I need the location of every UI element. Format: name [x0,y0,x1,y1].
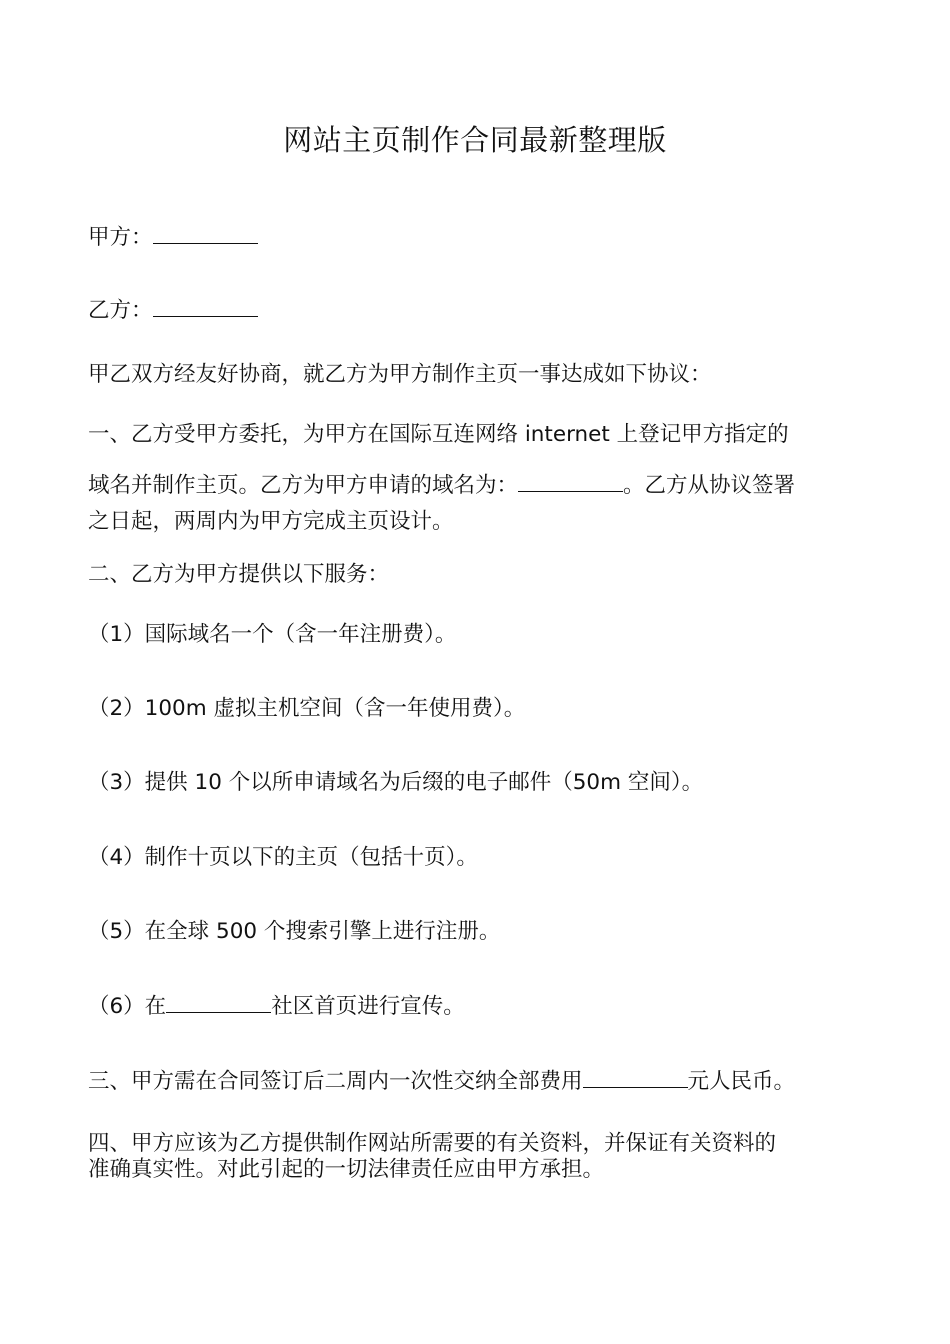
clause-4-line-1: 四、甲方应该为乙方提供制作网站所需要的有关资料，并保证有关资料的 [88,1131,777,1156]
intro-paragraph: 甲乙双方经友好协商，就乙方为甲方制作主页一事达成如下协议： [88,362,712,387]
service-item-2: （2）100m 虚拟主机空间（含一年使用费）。 [88,696,526,721]
clause-1-line-3: 之日起，两周内为甲方完成主页设计。 [88,509,454,534]
fee-amount-blank [583,1067,688,1088]
domain-name-blank [518,471,623,492]
party-a-line [88,222,878,253]
clause-4-line-2: 准确真实性。对此引起的一切法律责任应由甲方承担。 [88,1157,605,1182]
clause-3-text-post: 元人民币。 [687,1069,796,1094]
party-b-line [88,295,878,326]
clause-1-line-2 [88,470,878,501]
service-item-4: （4）制作十页以下的主页（包括十页）。 [88,845,478,870]
page-title: 网站主页制作合同最新整理版 [283,123,667,157]
clause-1-line-1: 一、乙方受甲方委托，为甲方在国际互连网络 internet 上登记甲方指定的 [88,422,789,447]
service-6-text-pre: （6）在 [88,994,167,1019]
clause-2-heading: 二、乙方为甲方提供以下服务： [88,562,390,587]
party-b-label: 乙方： [88,298,153,323]
clause-1-text-pre: 域名并制作主页。乙方为甲方申请的域名为： [88,473,519,498]
clause-1-text-post: 。乙方从协议签署 [623,473,796,498]
service-item-6 [88,991,878,1022]
service-item-3: （3）提供 10 个以所申请域名为后缀的电子邮件（50m 空间）。 [88,770,704,795]
party-b-blank [153,296,258,317]
community-blank [166,992,271,1013]
service-6-text-post: 社区首页进行宣传。 [271,994,465,1019]
party-a-blank [153,223,258,244]
clause-3-line [88,1066,878,1097]
service-item-1: （1）国际域名一个（含一年注册费）。 [88,622,457,647]
service-item-5: （5）在全球 500 个搜索引擎上进行注册。 [88,919,501,944]
clause-3-text-pre: 三、甲方需在合同签订后二周内一次性交纳全部费用 [88,1069,583,1094]
party-a-label: 甲方： [88,225,153,250]
